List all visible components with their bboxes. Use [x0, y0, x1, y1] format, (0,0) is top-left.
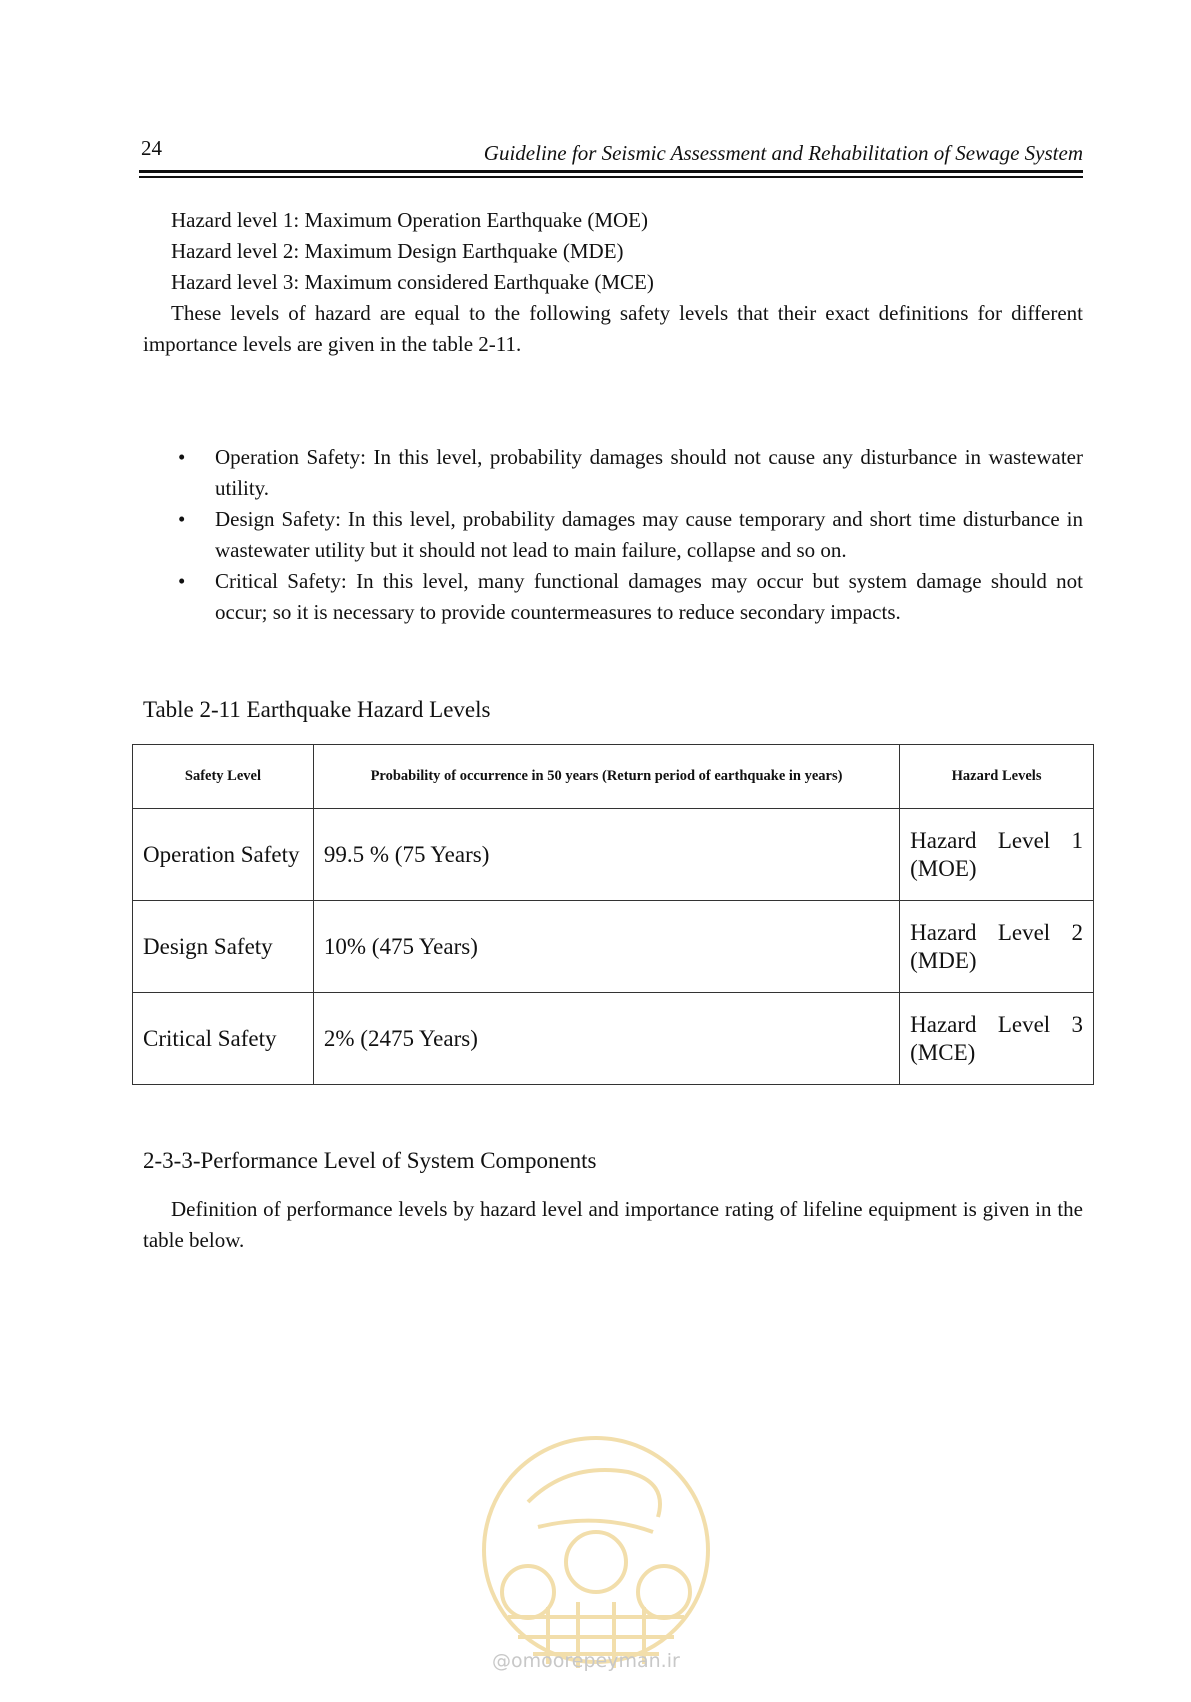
table-header-row: [133, 745, 1094, 809]
page-number: 24: [141, 136, 162, 160]
section-paragraph: Definition of performance levels by hazard level and importance rating of lifeline equipment is given in the table below.: [143, 1197, 1083, 1252]
table-cell: 10% (475 Years): [313, 901, 899, 993]
table-cell: Hazard Level 1 (MOE): [900, 809, 1094, 901]
header-rule-bottom: [139, 176, 1083, 178]
table-cell: Operation Safety: [133, 809, 314, 901]
table-cell: Design Safety: [133, 901, 314, 993]
list-item: [178, 504, 1083, 566]
watermark-text: @omoorepeyman.ir: [492, 1650, 680, 1672]
column-header: Safety Level: [133, 745, 314, 809]
table-caption: Table 2-11 Earthquake Hazard Levels: [143, 697, 491, 722]
bullet-text: Operation Safety: In this level, probability damages should not cause any disturbance in wastewater utility.: [215, 445, 1083, 500]
table-row: [133, 809, 1094, 901]
header-rule-top: [139, 170, 1083, 173]
bullet-icon: •: [178, 569, 186, 593]
table-cell: 2% (2475 Years): [313, 993, 899, 1085]
bullet-icon: •: [178, 445, 186, 469]
running-title: Guideline for Seismic Assessment and Rehabilitation of Sewage System: [483, 141, 1083, 165]
table-cell: 99.5 % (75 Years): [313, 809, 899, 901]
bullet-icon: •: [178, 507, 186, 531]
column-header: Hazard Levels: [900, 745, 1094, 809]
table-cell: Hazard Level 3 (MCE): [900, 993, 1094, 1085]
hazard-level-2: Hazard level 2: Maximum Design Earthquake (MDE): [171, 239, 624, 263]
table-cell: Critical Safety: [133, 993, 314, 1085]
bullet-text: Critical Safety: In this level, many functional damages may occur but system damage should not occur; so it is necessary to provide countermeasures to reduce secondary impacts.: [215, 569, 1083, 624]
table-cell: Hazard Level 2 (MDE): [900, 901, 1094, 993]
list-item: [178, 566, 1083, 628]
column-header: Probability of occurrence in 50 years (Return period of earthquake in years): [313, 745, 899, 809]
table-row: [133, 901, 1094, 993]
hazard-level-3: Hazard level 3: Maximum considered Earthquake (MCE): [171, 270, 654, 294]
intro-paragraph: These levels of hazard are equal to the following safety levels that their exact definitions for different importance levels are given in the table 2-11.: [143, 301, 1083, 356]
list-item: [178, 442, 1083, 504]
safety-bullet-list: [178, 442, 1083, 628]
hazard-table: [132, 744, 1094, 1085]
section-heading: 2-3-3-Performance Level of System Components: [143, 1148, 597, 1173]
hazard-level-1: Hazard level 1: Maximum Operation Earthquake (MOE): [171, 208, 649, 232]
table-row: [133, 993, 1094, 1085]
bullet-text: Design Safety: In this level, probability damages may cause temporary and short time disturbance in wastewater utility but it should not lead to main failure, collapse and so on.: [215, 507, 1083, 562]
